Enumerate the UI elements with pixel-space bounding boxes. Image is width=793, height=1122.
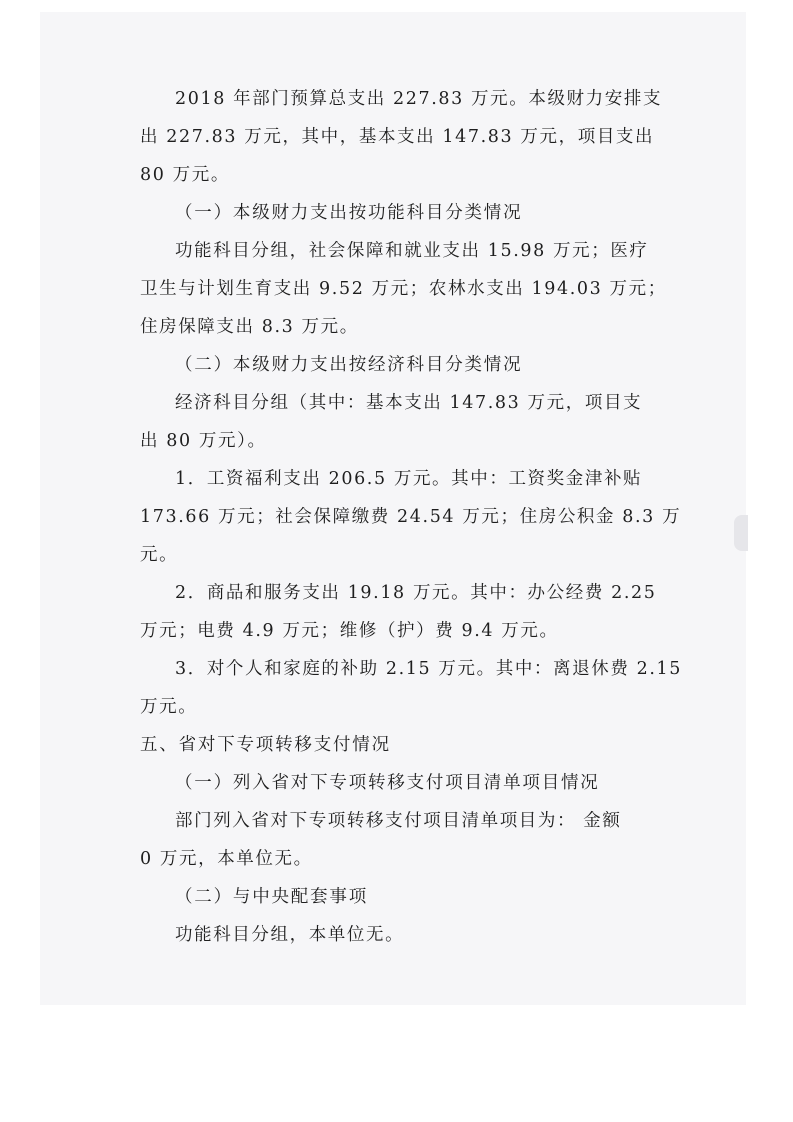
section-heading: （二）与中央配套事项 <box>175 887 368 907</box>
text-line: 部门列入省对下专项转移支付项目清单项目为： 金额 <box>175 811 622 831</box>
text-line: 3．对个人和家庭的补助 2.15 万元。其中：离退休费 2.15 <box>175 659 682 679</box>
text-line: 功能科目分组，社会保障和就业支出 15.98 万元；医疗 <box>175 241 649 261</box>
text-line: 出 80 万元）。 <box>140 431 267 451</box>
text-line: 万元；电费 4.9 万元；维修（护）费 9.4 万元。 <box>140 621 559 641</box>
text-line: 出 227.83 万元，其中，基本支出 147.83 万元，项目支出 <box>140 127 655 147</box>
text-line: 万元。 <box>140 697 198 717</box>
text-line: 0 万元，本单位无。 <box>140 849 313 869</box>
text-line: 功能科目分组，本单位无。 <box>175 925 405 945</box>
text-line: 2018 年部门预算总支出 227.83 万元。本级财力安排支 <box>175 89 663 109</box>
section-heading: （二）本级财力支出按经济科目分类情况 <box>175 355 523 375</box>
text-line: 经济科目分组（其中：基本支出 147.83 万元，项目支 <box>175 393 643 413</box>
section-heading: 五、省对下专项转移支付情况 <box>140 735 391 755</box>
section-heading: （一）列入省对下专项转移支付项目清单项目情况 <box>175 773 600 793</box>
text-line: 173.66 万元；社会保障缴费 24.54 万元；住房公积金 8.3 万 <box>140 507 682 527</box>
text-line: 元。 <box>140 545 179 565</box>
section-heading: （一）本级财力支出按功能科目分类情况 <box>175 203 523 223</box>
text-line: 1．工资福利支出 206.5 万元。其中：工资奖金津补贴 <box>175 469 643 489</box>
text-line: 住房保障支出 8.3 万元。 <box>140 317 359 337</box>
text-line: 80 万元。 <box>140 165 230 185</box>
text-line: 2．商品和服务支出 19.18 万元。其中：办公经费 2.25 <box>175 583 657 603</box>
text-line: 卫生与计划生育支出 9.52 万元；农林水支出 194.03 万元； <box>140 279 667 299</box>
